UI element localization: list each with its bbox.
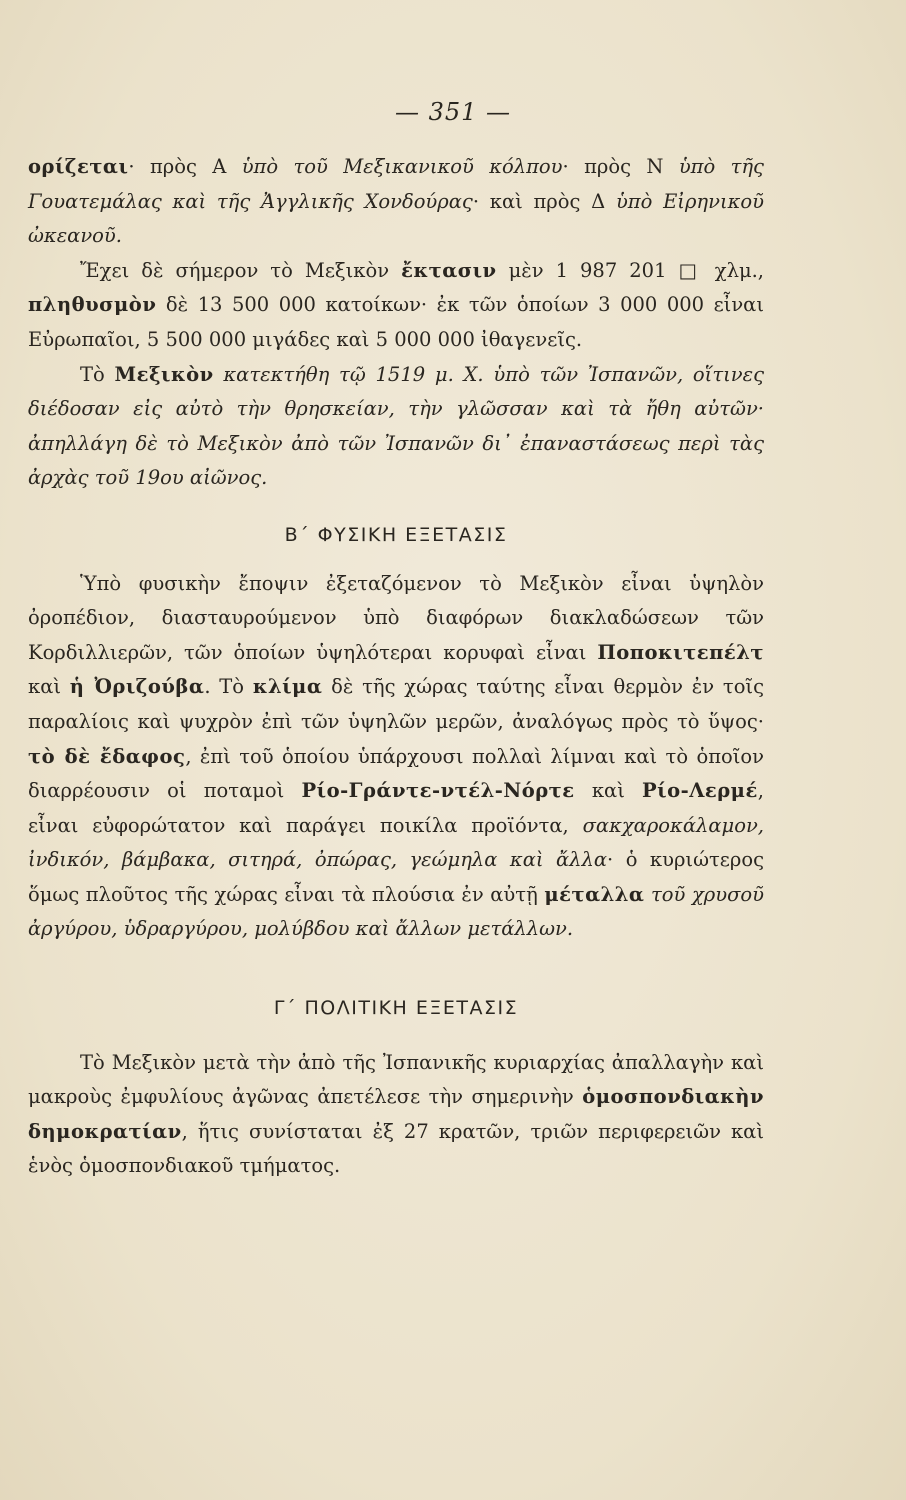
text-run: · καὶ πρὸς Δ: [472, 189, 616, 213]
italic-run: ὑπὸ τοῦ Μεξικανικοῦ κόλπου: [241, 155, 563, 178]
bold-term-rio-grande: Ρίο-Γράντε-ντέλ-Νόρτε: [301, 779, 575, 803]
text-run: μὲν 1 987 201 □ χλμ.,: [496, 258, 765, 282]
italic-run: κατεκτήθη τῷ 1519 μ. Χ. ὑπὸ τῶν Ἰσπανῶν, οἵτινες διέδοσαν εἰς αὐτὸ τὴν θρησκείαν, τὴν γλῶσσαν καὶ τὰ ἤθη αὐτῶν· ἀπηλλάγη δὲ τὸ Μεξικὸν ἀπὸ τῶν Ἰσπανῶν δι᾽ ἐπαναστάσεως περὶ τὰς ἀρχὰς τοῦ 19ου αἰῶνος.: [28, 362, 764, 490]
text-run: , εἶναι εὐφορώτατον καὶ παράγει ποικίλα προϊόντα,: [28, 779, 764, 837]
text-run: , ἥτις συνίσταται ἐξ 27 κρατῶν, τριῶν περιφερειῶν καὶ ἑνὸς ὁμοσπονδιακοῦ τμήματος.: [28, 1119, 764, 1178]
italic-run: ὑπὸ Εἰρηνικοῦ ὠκεανοῦ.: [28, 189, 764, 248]
text-run: Ὑπὸ φυσικὴν ἔποψιν ἐξεταζόμενον τὸ Μεξικὸν εἶναι ὑψηλὸν ὀροπέδιον, διασταυρούμενον ὑπὸ διαφόρων διακλαδώσεων τῶν Κορδιλλιερῶν, τῶν ὁποίων ὑψηλότεραι κορυφαὶ εἶναι: [28, 571, 764, 664]
italic-run: σακχαροκάλαμον, ἰνδικόν, βάμβακα, σιτηρά, ὀπώρας, γεώμηλα καὶ ἄλλα: [28, 813, 764, 872]
bold-term-orizaba: ἡ Ὀριζούβα: [69, 675, 205, 699]
text-run: δὲ τῆς χώρας ταύτης εἶναι θερμὸν ἐν τοῖς παραλίοις καὶ ψυχρὸν ἐπὶ τῶν ὑψηλῶν μερῶν, ἀναλόγως πρὸς τὸ ὕψος·: [28, 675, 764, 733]
bold-term-climate: κλίμα: [252, 675, 323, 699]
text-run: Τὸ: [80, 362, 115, 386]
bold-term-metals: μέταλλα: [544, 882, 645, 906]
paragraph-borders: [28, 150, 764, 254]
text-run: δὲ 13 500 000 κατοίκων· ἐκ τῶν ὁποίων 3 000 000 εἶναι Εὐρωπαῖοι, 5 500 000 μιγάδες καὶ 5 000 000 ἰθαγενεῖς.: [28, 293, 764, 351]
bold-term: ορίζεται: [28, 155, 129, 178]
bold-term-area: ἔκτασιν: [401, 258, 497, 282]
bold-term-popocatepetl: Ποποκιτεπέλτ: [597, 640, 764, 664]
paragraph-area-population: [28, 254, 764, 358]
text-run: · πρὸς Ν: [562, 155, 679, 178]
text-run: , ἐπὶ τοῦ ὁποίου ὑπάρχουσι πολλαὶ λίμναι καὶ τὸ ὁποῖον διαρρέουσιν οἱ ποταμοὶ: [28, 744, 764, 803]
paragraph-physical: [28, 567, 764, 948]
text-run: Τὸ Μεξικὸν μετὰ τὴν ἀπὸ τῆς Ἰσπανικῆς κυριαρχίας ἀπαλλαγὴν καὶ μακροὺς ἐμφυλίους ἀγῶνας ἀπετέλεσε τὴν σημερινὴν: [28, 1050, 764, 1109]
paragraph-political: [28, 1046, 764, 1184]
text-run: Ἔχει δὲ σήμερον τὸ Μεξικὸν: [80, 258, 402, 282]
text-run: · πρὸς Α: [128, 155, 242, 178]
page-number: — 351 —: [394, 98, 512, 126]
bold-term-federal-republic: ὁμοσπονδιακὴν δημοκρατίαν: [28, 1085, 764, 1143]
italic-run: τοῦ χρυσοῦ ἀργύρου, ὑδραργύρου, μολύβδου καὶ ἄλλων μετάλλων.: [28, 882, 764, 941]
section-heading-political: Γ΄ ΠΟΛΙΤΙΚΗ ΕΞΕΤΑΣΙΣ: [273, 997, 519, 1020]
bold-term-rio-lerma: Ρίο-Λερμέ: [642, 779, 758, 803]
text-run: καὶ: [28, 675, 70, 699]
text-run: καὶ: [574, 779, 643, 803]
text-run: · ὁ κυριώτερος ὅμως πλοῦτος τῆς χώρας εἶναι τὰ πλούσια ἐν αὐτῇ: [28, 848, 764, 906]
page-body: [28, 150, 764, 1184]
section-heading-physical: Β΄ ΦΥΣΙΚΗ ΕΞΕΤΑΣΙΣ: [284, 523, 508, 546]
italic-run: ὑπὸ τῆς Γουατεμάλας καὶ τῆς Ἀγγλικῆς Χονδούρας: [28, 155, 764, 213]
bold-term-soil: τὸ δὲ ἔδαφος: [28, 744, 186, 768]
paragraph-history: [28, 358, 764, 496]
text-run: . Τὸ: [204, 675, 253, 699]
bold-term-mexico: Μεξικὸν: [114, 362, 214, 386]
bold-term-population: πληθυσμὸν: [28, 293, 157, 317]
